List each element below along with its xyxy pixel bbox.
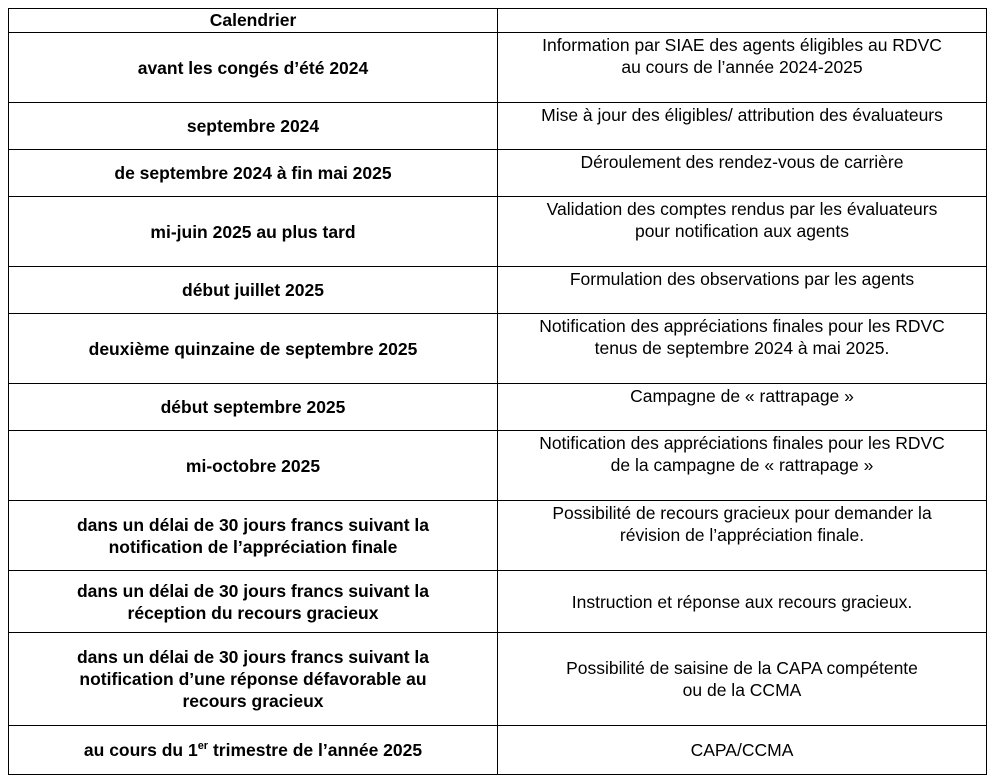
row-date bbox=[9, 726, 498, 775]
table-row bbox=[9, 431, 987, 501]
row-date-pre: au cours du 1 bbox=[83, 740, 198, 760]
row-date: début juillet 2025 bbox=[9, 267, 498, 314]
row-action: CAPA/CCMA bbox=[498, 726, 987, 775]
calendar-table bbox=[8, 8, 987, 775]
row-action: Possibilité de recours gracieux pour demander la révision de l’appréciation finale. bbox=[498, 501, 987, 571]
table-row bbox=[9, 726, 987, 775]
row-action: Mise à jour des éligibles/ attribution des évaluateurs bbox=[498, 103, 987, 150]
row-action: Information par SIAE des agents éligibles au RDVC au cours de l’année 2024-2025 bbox=[498, 33, 987, 103]
row-date: avant les congés d’été 2024 bbox=[9, 33, 498, 103]
table-row bbox=[9, 197, 987, 267]
table-row bbox=[9, 571, 987, 633]
row-date: septembre 2024 bbox=[9, 103, 498, 150]
table-row bbox=[9, 633, 987, 726]
row-date: de septembre 2024 à fin mai 2025 bbox=[9, 150, 498, 197]
row-action: Validation des comptes rendus par les évaluateurs pour notification aux agents bbox=[498, 197, 987, 267]
table-row bbox=[9, 314, 987, 384]
row-date: dans un délai de 30 jours francs suivant la réception du recours gracieux bbox=[9, 571, 498, 633]
row-action: Possibilité de saisine de la CAPA compétente ou de la CCMA bbox=[498, 633, 987, 726]
row-date: début septembre 2025 bbox=[9, 384, 498, 431]
row-action: Instruction et réponse aux recours gracieux. bbox=[498, 571, 987, 633]
table-row bbox=[9, 267, 987, 314]
row-date: dans un délai de 30 jours francs suivant la notification de l’appréciation finale bbox=[9, 501, 498, 571]
row-date: mi-octobre 2025 bbox=[9, 431, 498, 501]
table-row bbox=[9, 150, 987, 197]
row-action: Notification des appréciations finales pour les RDVC tenus de septembre 2024 à mai 2025. bbox=[498, 314, 987, 384]
table-row bbox=[9, 33, 987, 103]
header-empty bbox=[498, 9, 987, 33]
header-calendrier: Calendrier bbox=[9, 9, 498, 33]
row-action: Notification des appréciations finales pour les RDVC de la campagne de « rattrapage » bbox=[498, 431, 987, 501]
row-date: mi-juin 2025 au plus tard bbox=[9, 197, 498, 267]
row-action: Campagne de « rattrapage » bbox=[498, 384, 987, 431]
row-action: Déroulement des rendez-vous de carrière bbox=[498, 150, 987, 197]
table-row bbox=[9, 384, 987, 431]
row-date-sup: er bbox=[197, 740, 209, 753]
row-date: deuxième quinzaine de septembre 2025 bbox=[9, 314, 498, 384]
table-header-row bbox=[9, 9, 987, 33]
table-row bbox=[9, 103, 987, 150]
row-action: Formulation des observations par les agents bbox=[498, 267, 987, 314]
row-date: dans un délai de 30 jours francs suivant la notification d’une réponse défavorable au recours gracieux bbox=[9, 633, 498, 726]
table-row bbox=[9, 501, 987, 571]
row-date-post: trimestre de l’année 2025 bbox=[208, 740, 423, 760]
